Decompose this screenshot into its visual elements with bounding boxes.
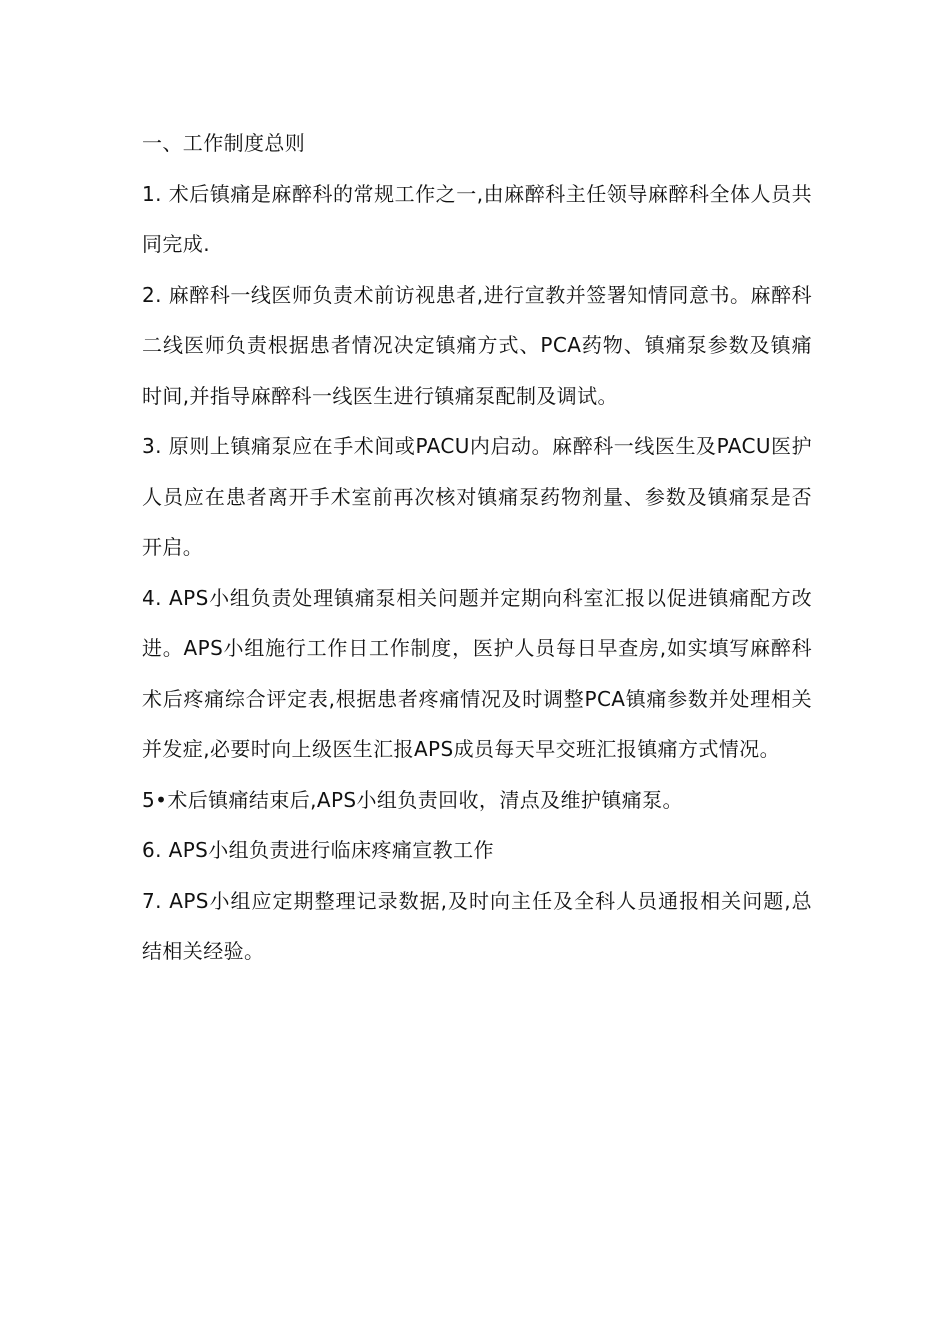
- paragraph-5: 5•术后镇痛结束后,APS小组负责回收，清点及维护镇痛泵。: [142, 787, 683, 812]
- section-heading: 一、工作制度总则: [142, 131, 306, 155]
- paragraph-7: 7. APS小组应定期整理记录数据,及时向主任及全科人员通报相关问题,总结相关经验。: [142, 888, 812, 963]
- paragraph-1: 1. 术后镇痛是麻醉科的常规工作之一,由麻醉科主任领导麻醉科全体人员共同完成.: [142, 181, 812, 256]
- paragraph-2: 2. 麻醉科一线医师负责术前访视患者,进行宣教并签署知情同意书。麻醉科二线医师负责根据患者情况决定镇痛方式、PCA药物、镇痛泵参数及镇痛时间,并指导麻醉科一线医生进行镇痛泵配制及调试。: [142, 282, 812, 408]
- paragraph-3: 3. 原则上镇痛泵应在手术间或PACU内启动。麻醉科一线医生及PACU医护人员应在患者离开手术室前再次核对镇痛泵药物剂量、参数及镇痛泵是否开启。: [142, 434, 812, 559]
- document-body: [142, 118, 812, 977]
- paragraph-4: 4. APS小组负责处理镇痛泵相关问题并定期向科室汇报以促进镇痛配方改进。APS小组施行工作日工作制度，医护人员每日早查房,如实填写麻醉科术后疼痛综合评定表,根据患者疼痛情况及时调整PCA镇痛参数并处理相关并发症,必要时向上级医生汇报APS成员每天早交班汇报镇痛方式情况。: [142, 585, 812, 761]
- paragraph-6: 6. APS小组负责进行临床疼痛宣教工作: [142, 838, 494, 862]
